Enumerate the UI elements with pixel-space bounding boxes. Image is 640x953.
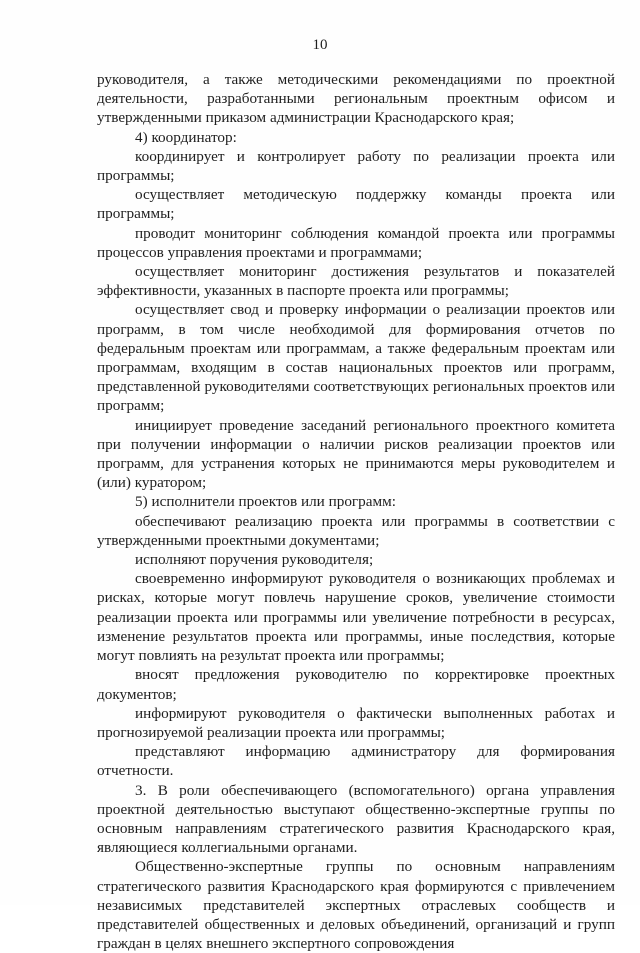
paragraph: своевременно информируют руководителя о возникающих проблемах и рисках, которые могут повлечь нарушение сроков, увеличение стоимости реализации проекта или программы или увеличение потребности в ресурсах, изменение результатов проекта или программы, иные последствия, которые могут повлиять на результат проекта или программы; — [97, 570, 615, 665]
paragraph: Общественно-экспертные группы по основным направлениям стратегического развития Краснодарского края формируются с привлечением независимых представителей экспертных отраслевых сообществ и представителей общественных и деловых объединений, организаций и групп граждан в целях внешнего экспертного сопровождения — [97, 858, 615, 953]
paragraph: осуществляет методическую поддержку команды проекта или программы; — [97, 186, 615, 223]
paragraph: координирует и контролирует работу по реализации проекта или программы; — [97, 147, 615, 185]
paragraph: обеспечивают реализацию проекта или программы в соответствии с утвержденными проектными документами; — [97, 512, 615, 549]
paragraph: исполняют поручения руководителя; — [135, 551, 374, 569]
paragraph: представляют информацию администратору для формирования отчетности. — [97, 743, 615, 780]
paragraph: руководителя, а также методическими рекомендациями по проектной деятельности, разработанными региональным проектным офисом и утвержденными приказом администрации Краснодарского края; — [97, 71, 615, 127]
paragraph: осуществляет мониторинг достижения результатов и показателей эффективности, указанных в паспорте проекта или программы; — [97, 263, 615, 300]
paragraph: информируют руководителя о фактически выполненных работах и прогнозируемой реализации проекта или программы; — [97, 704, 615, 741]
paragraph: 4) координатор: — [135, 128, 237, 146]
paragraph: осуществляет свод и проверку информации о реализации проектов или программ, в том числе необходимой для формирования отчетов по федеральным проектам или программам, а также федеральным проектам или программам, входящим в состав национальных проектов или программ, представленной руководителями соответствующих региональных проектов или программ; — [97, 301, 615, 415]
paragraph: 3. В роли обеспечивающего (вспомогательного) органа управления проектной деятельностью выступают общественно-экспертные группы по основным направлениям стратегического развития Краснодарского края, являющиеся коллегиальными органами. — [97, 781, 615, 857]
document-body — [97, 70, 615, 953]
paragraph: 5) исполнители проектов или программ: — [135, 493, 396, 511]
paragraph: проводит мониторинг соблюдения командой проекта или программы процессов управления проектами и программами; — [97, 224, 615, 261]
paragraph: инициирует проведение заседаний регионального проектного комитета при получении информации о наличии рисков реализации проектов или программ, для устранения которых не принимаются меры руководителем и (или) куратором; — [97, 416, 615, 492]
page-number: 10 — [312, 37, 328, 53]
paragraph: вносят предложения руководителю по корректировке проектных документов; — [97, 666, 615, 703]
